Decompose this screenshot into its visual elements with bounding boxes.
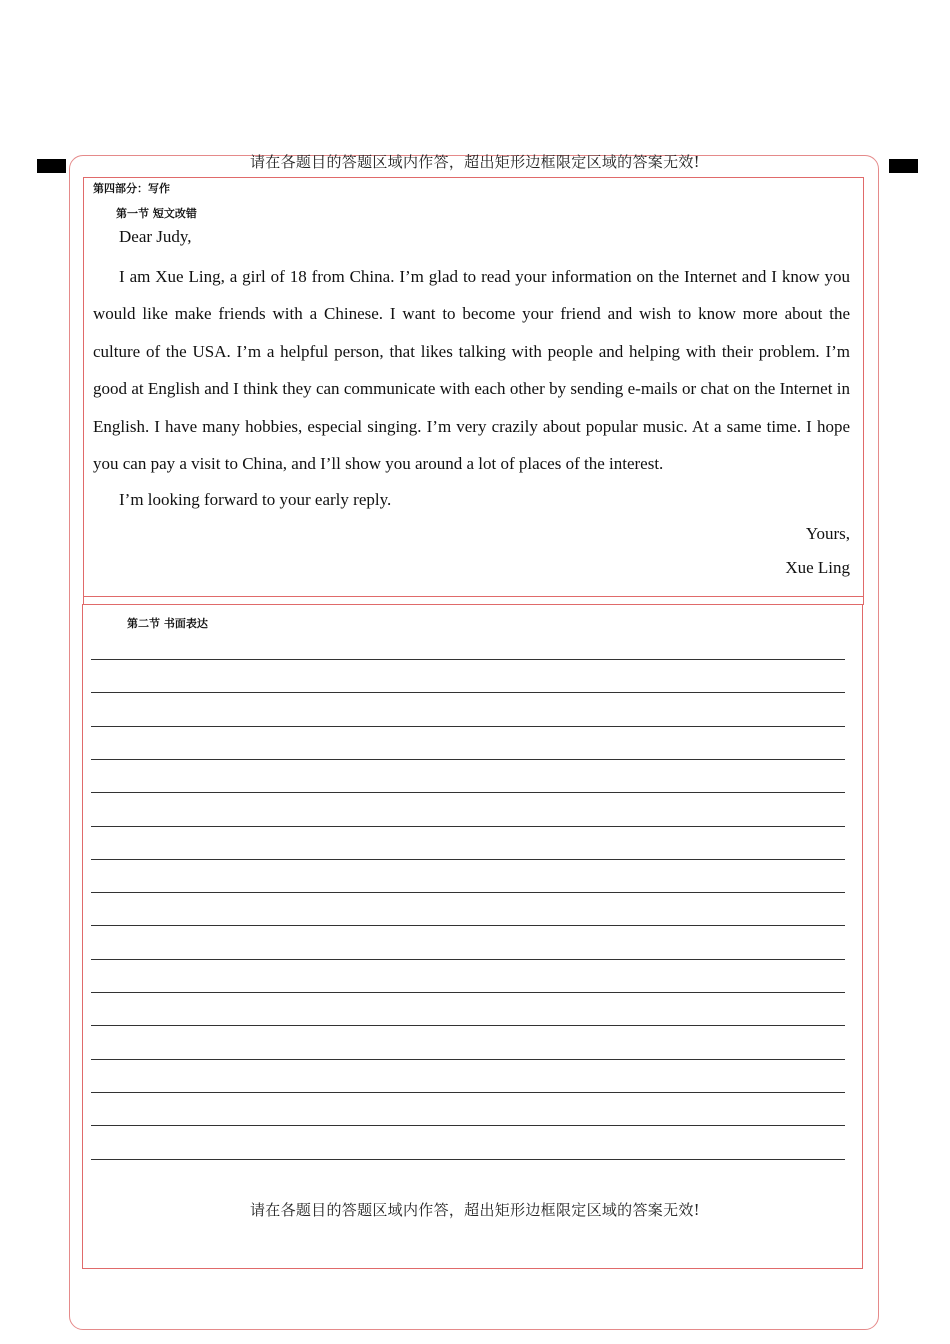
- section2-answer-box: [82, 604, 863, 1269]
- answer-line[interactable]: [91, 1059, 845, 1060]
- answer-line[interactable]: [91, 659, 845, 660]
- answer-line[interactable]: [91, 992, 845, 993]
- answer-line[interactable]: [91, 1025, 845, 1026]
- letter-closing-line: I’m looking forward to your early reply.: [119, 490, 392, 510]
- answer-line[interactable]: [91, 1125, 845, 1126]
- letter-salutation: Dear Judy,: [119, 227, 192, 246]
- answer-line[interactable]: [91, 759, 845, 760]
- part-title: 第四部分：写作: [93, 182, 170, 195]
- answer-line[interactable]: [91, 959, 845, 960]
- answer-line[interactable]: [91, 925, 845, 926]
- top-notice: 请在各题目的答题区域内作答，超出矩形边框限定区域的答案无效!: [249, 153, 701, 171]
- answer-line[interactable]: [91, 726, 845, 727]
- answer-line[interactable]: [91, 1092, 845, 1093]
- answer-line[interactable]: [91, 792, 845, 793]
- answer-line[interactable]: [91, 1159, 845, 1160]
- letter-signature: Xue Ling: [785, 558, 850, 578]
- letter-body: I am Xue Ling, a girl of 18 from China. I’m glad to read your information on the Internet and I know you would like make friends with a Chinese. I want to become your friend and wish to know more about the culture of the USA. I’m a helpful person, that likes talking with people and helping with their problem. I’m good at English and I think they can communicate with each other by sending e-mails or chat on the Internet in English. I have many hobbies, especial singing. I’m very crazily about popular music. At a same time. I hope you can pay a visit to China, and I’ll show you around a lot of places of the interest.: [93, 267, 850, 474]
- letter: [93, 224, 850, 578]
- answer-line[interactable]: [91, 859, 845, 860]
- bottom-notice: 请在各题目的答题区域内作答，超出矩形边框限定区域的答案无效!: [249, 1201, 701, 1219]
- answer-line[interactable]: [91, 692, 845, 693]
- section2-title: 第二节 书面表达: [127, 617, 208, 630]
- answer-line[interactable]: [91, 892, 845, 893]
- letter-valediction: Yours,: [805, 524, 850, 544]
- section1-title: 第一节 短文改错: [116, 207, 197, 220]
- answer-line[interactable]: [91, 826, 845, 827]
